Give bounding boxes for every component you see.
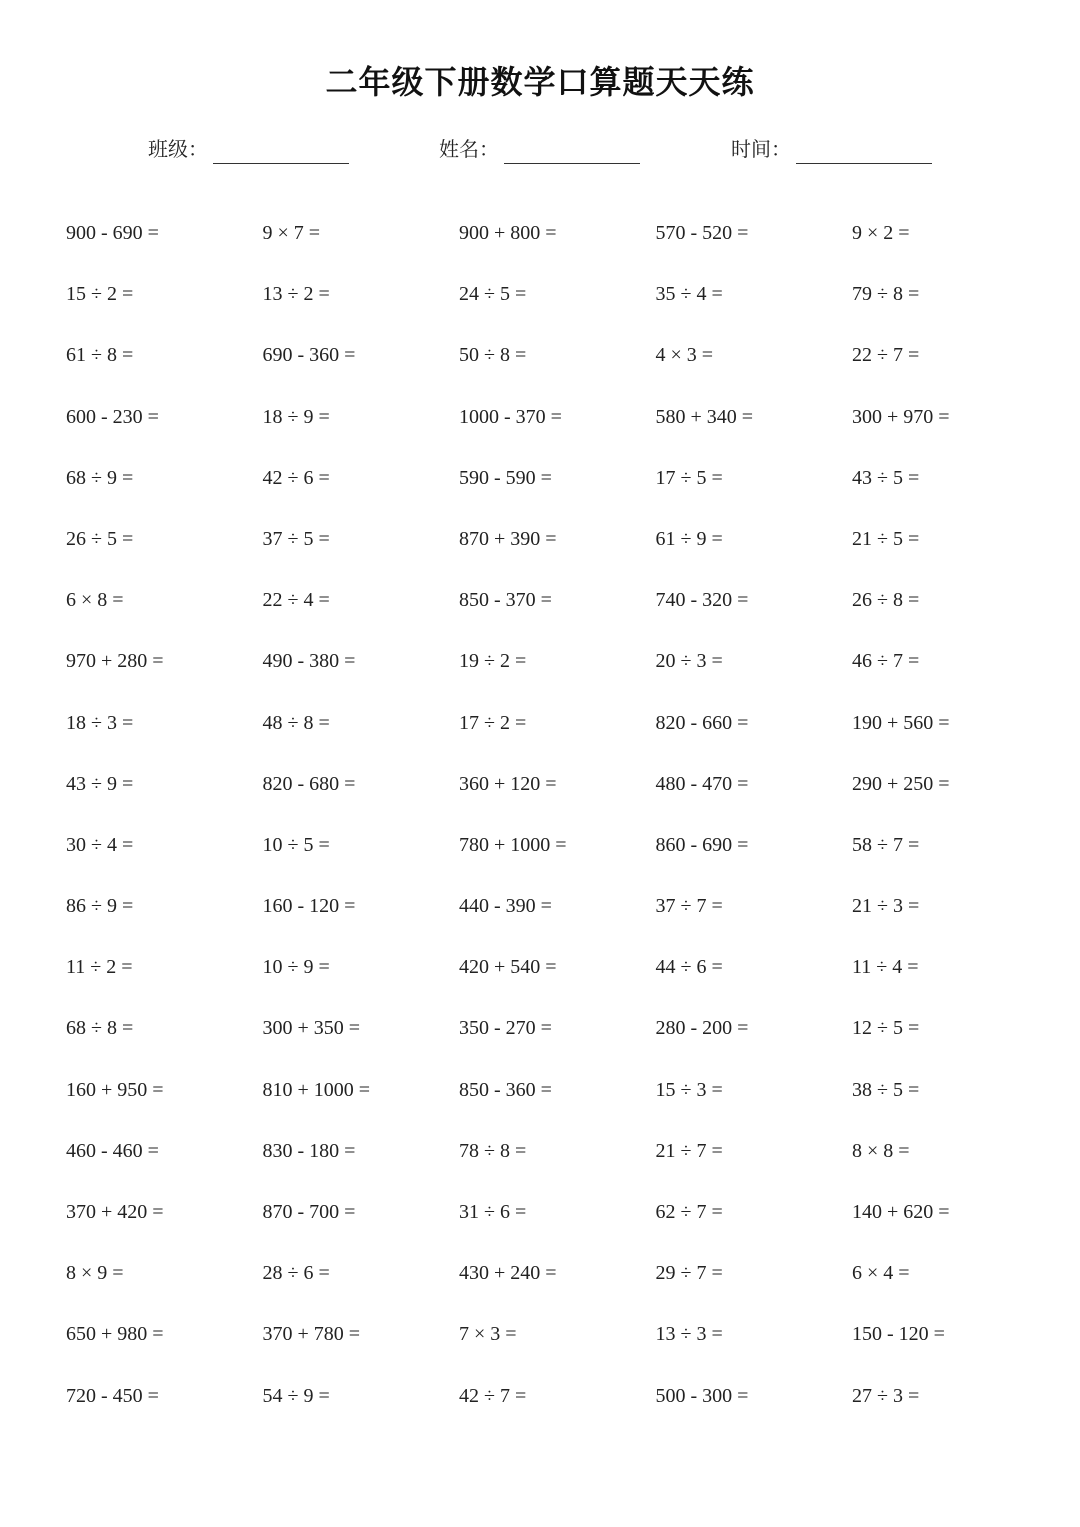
math-problem: 460 - 460 = [66,1139,159,1162]
math-problem: 160 + 950 = [66,1078,164,1101]
problem-row [66,1007,1056,1068]
math-problem: 37 ÷ 7 = [655,895,723,918]
math-problem: 720 - 450 = [66,1384,159,1407]
math-problem: 370 + 420 = [66,1201,164,1223]
math-problem: 850 - 360 = [459,1078,552,1101]
math-problem: 21 ÷ 7 = [655,1139,723,1162]
math-problem: 21 ÷ 5 = [852,527,920,550]
math-problem: 42 ÷ 6 = [262,466,330,489]
name-label: 姓名： [439,137,499,161]
math-problem: 13 ÷ 2 = [262,283,330,306]
math-problem: 42 ÷ 7 = [459,1384,527,1407]
math-problem: 600 - 230 = [66,405,159,428]
math-problem: 900 + 800 = [459,222,557,244]
math-problem: 26 ÷ 8 = [852,589,920,612]
math-problem: 350 - 270 = [459,1017,552,1040]
math-problem: 48 ÷ 8 = [262,711,330,734]
math-problem: 54 ÷ 9 = [262,1384,330,1407]
math-problem: 22 ÷ 7 = [852,344,920,367]
math-problem: 280 - 200 = [655,1017,749,1040]
math-problem: 24 ÷ 5 = [459,283,527,306]
math-problem: 28 ÷ 6 = [262,1262,330,1285]
math-problem: 300 + 350 = [262,1017,361,1040]
math-problem: 35 ÷ 4 = [655,283,723,306]
math-problem: 21 ÷ 3 = [852,895,920,918]
math-problem: 26 ÷ 5 = [66,527,134,550]
math-problem: 29 ÷ 7 = [655,1262,723,1285]
math-problem: 570 - 520 = [655,222,749,244]
math-problem: 690 - 360 = [262,344,356,367]
math-problem: 580 + 340 = [655,405,754,428]
class-label: 班级： [148,137,208,161]
math-problem: 46 ÷ 7 = [852,650,920,673]
problem-row [66,1191,1056,1252]
math-problem: 62 ÷ 7 = [655,1201,723,1223]
problem-row [66,1252,1056,1313]
math-problem: 160 - 120 = [262,895,356,918]
math-problem: 650 + 980 = [66,1323,164,1346]
math-problem: 290 + 250 = [852,772,950,795]
math-problem: 22 ÷ 4 = [262,589,330,612]
problem-row [66,824,1056,885]
math-problem: 420 + 540 = [459,956,557,979]
math-problem: 970 + 280 = [66,650,164,673]
problem-row [66,457,1056,518]
math-problem: 61 ÷ 9 = [655,527,723,550]
problem-row [66,518,1056,579]
time-label: 时间： [731,137,791,161]
math-problem: 780 + 1000 = [459,833,567,856]
math-problem: 480 - 470 = [655,772,749,795]
problem-row [66,946,1056,1007]
math-problem: 78 ÷ 8 = [459,1139,527,1162]
math-problem: 490 - 380 = [262,650,356,673]
name-blank-line[interactable] [504,163,640,164]
math-problem: 15 ÷ 3 = [655,1078,723,1101]
math-problem: 830 - 180 = [262,1139,356,1162]
math-problem: 810 + 1000 = [262,1078,371,1101]
math-problem: 18 ÷ 3 = [66,711,134,734]
math-problem: 870 + 390 = [459,527,557,550]
math-problem: 30 ÷ 4 = [66,833,134,856]
math-problem: 38 ÷ 5 = [852,1078,920,1101]
math-problem: 18 ÷ 9 = [262,405,330,428]
math-problem: 870 - 700 = [262,1201,356,1223]
math-problem: 590 - 590 = [459,466,552,489]
math-problem: 12 ÷ 5 = [852,1017,920,1040]
math-problem: 370 + 780 = [262,1323,361,1346]
math-problem: 50 ÷ 8 = [459,344,527,367]
math-problem: 430 + 240 = [459,1262,557,1285]
math-problem: 8 × 8 = [852,1139,910,1162]
math-problem: 17 ÷ 5 = [655,466,723,489]
problem-row [66,396,1056,457]
math-problem: 44 ÷ 6 = [655,956,723,979]
math-problem: 500 - 300 = [655,1384,749,1407]
problem-row [66,1130,1056,1191]
problem-row [66,212,1056,273]
math-problem: 15 ÷ 2 = [66,283,134,306]
math-problem: 150 - 120 = [852,1323,945,1346]
math-problem: 900 - 690 = [66,222,159,244]
math-problem: 68 ÷ 9 = [66,466,134,489]
time-blank-line[interactable] [796,163,932,164]
math-problem: 740 - 320 = [655,589,749,612]
math-problem: 11 ÷ 2 = [66,956,133,979]
math-problem: 20 ÷ 3 = [655,650,723,673]
problem-grid [66,212,1056,1436]
math-problem: 37 ÷ 5 = [262,527,330,550]
math-problem: 860 - 690 = [655,833,749,856]
student-info-row [0,132,1080,172]
math-problem: 9 × 2 = [852,222,910,244]
math-problem: 13 ÷ 3 = [655,1323,723,1346]
math-problem: 17 ÷ 2 = [459,711,527,734]
math-problem: 10 ÷ 9 = [262,956,330,979]
math-problem: 61 ÷ 8 = [66,344,134,367]
math-problem: 8 × 9 = [66,1262,124,1285]
math-problem: 190 + 560 = [852,711,950,734]
math-problem: 19 ÷ 2 = [459,650,527,673]
math-problem: 440 - 390 = [459,895,552,918]
math-problem: 6 × 8 = [66,589,124,612]
math-problem: 360 + 120 = [459,772,557,795]
math-problem: 11 ÷ 4 = [852,956,919,979]
math-problem: 4 × 3 = [655,344,714,367]
problem-row [66,334,1056,395]
math-problem: 68 ÷ 8 = [66,1017,134,1040]
math-problem: 850 - 370 = [459,589,552,612]
problem-row [66,1375,1056,1436]
math-problem: 1000 - 370 = [459,405,562,428]
problem-row [66,1069,1056,1130]
math-problem: 7 × 3 = [459,1323,517,1346]
problem-row [66,702,1056,763]
math-problem: 820 - 680 = [262,772,356,795]
math-problem: 10 ÷ 5 = [262,833,330,856]
math-problem: 820 - 660 = [655,711,749,734]
math-problem: 27 ÷ 3 = [852,1384,920,1407]
math-problem: 79 ÷ 8 = [852,283,920,306]
math-problem: 86 ÷ 9 = [66,895,134,918]
page-title: 二年级下册数学口算题天天练 [325,63,755,101]
problem-row [66,763,1056,824]
problem-row [66,579,1056,640]
math-problem: 140 + 620 = [852,1201,950,1223]
math-problem: 31 ÷ 6 = [459,1201,527,1223]
math-problem: 300 + 970 = [852,405,950,428]
math-problem: 58 ÷ 7 = [852,833,920,856]
problem-row [66,1313,1056,1374]
math-problem: 43 ÷ 5 = [852,466,920,489]
math-problem: 6 × 4 = [852,1262,910,1285]
class-blank-line[interactable] [213,163,349,164]
problem-row [66,273,1056,334]
problem-row [66,640,1056,701]
math-problem: 43 ÷ 9 = [66,772,134,795]
math-problem: 9 × 7 = [262,222,321,244]
problem-row [66,885,1056,946]
